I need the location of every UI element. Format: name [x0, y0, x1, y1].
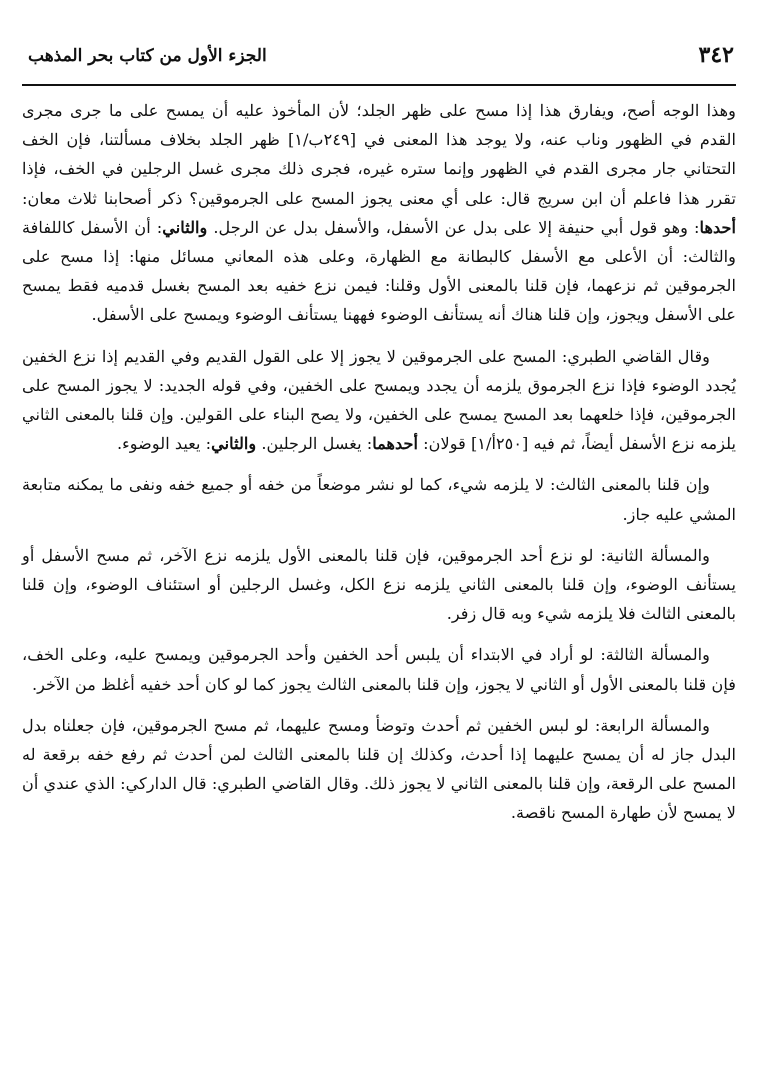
bold-term: أحدها [699, 217, 737, 237]
text-run: : يغسل الرجلين. [256, 434, 373, 454]
text-run: وهذا الوجه أصح، ويفارق هذا إذا مسح على ظهر الجلد؛ لأن المأخوذ عليه أن يمسح على ما جرى مجرى القدم في الظهور وناب عنه، ولا يوجد هذا المعنى في [٢٤٩ب/١] ظهر الجلد بخلاف مسألتنا، فإن الخف التحتاني جار مجرى القدم في الظهور وإنما ستره غيره، فجرى ذلك مجرى غسل الرجلين في الخف، فإذا تقرر هذا فاعلم أن ابن سريج قال: على أي معنى يجوز المسح على الجرموقين؟ ذكر أصحابنا ثلاث معان: [22, 101, 736, 208]
text-run: : يعيد الوضوء. [117, 434, 212, 454]
paragraph [22, 470, 736, 528]
document-page [22, 42, 736, 1072]
paragraph [22, 640, 736, 698]
text-run: : أن الأسفل كاللفافة والثالث: أن الأعلى مع الأسفل كالبطانة مع الظهارة، وعلى هذه المعاني مسائل منها: إذا مسح على الجرموقين ثم نزعهما، فإن قلنا بالمعنى الأول وقلنا: فيمن نزع خفيه بعد المسح بغسل قدميه فقط يمسح على الأسفل ويجوز، وإن قلنا هناك أنه يستأنف الوضوء فههنا يستأنف الوضوء ويمسح على الأسفل. [22, 217, 736, 325]
text-run: والمسألة الثالثة: لو أراد في الابتداء أن يلبس أحد الخفين وأحد الجرموقين ويمسح عليه، وعلى الخف، فإن قلنا بالمعنى الأول أو الثاني لا يجوز، وإن قلنا بالمعنى الثالث يجوز كما لو كان أحد خفيه أغلظ من الآخر. [22, 645, 736, 694]
text-run: والمسألة الرابعة: لو لبس الخفين ثم أحدث وتوضأ ومسح عليهما، ثم مسح الجرموقين، فإن جعلناه بدل البدل جاز له أن يمسح عليهما إذا أحدث، وكذلك إن قلنا بالمعنى الثالث لمن أحدث ثم رفع خفه برقعة له المسح على الرقعة، وإن قلنا بالمعنى الثاني لا يجوز ذلك. وقال القاضي الطبري: قال الداركي: الذي عندي أن لا يمسح لأن طهارة المسح ناقصة. [22, 715, 736, 823]
paragraph [22, 541, 736, 629]
body-text [22, 96, 736, 828]
text-run: وقال القاضي الطبري: المسح على الجرموقين لا يجوز إلا على القول القديم وفي القديم إذا نزع الخفين يُجدد الوضوء فإذا نزع الجرموق يلزمه أن يجدد ويمسح على الخفين، وفي قوله الجديد: لا يجوز المسح على الجرموقين، فإذا خلعهما بعد المسح يمسح على الخفين، ولا يصح البناء على القولين. وإن قلنا بالمعنى الثاني يلزمه نزع الأسفل أيضاً، ثم فيه [٢٥٠أ/١] قولان: [22, 346, 736, 454]
text-run: : وهو قول أبي حنيفة إلا على بدل عن الأسفل، والأسفل بدل عن الرجل. [207, 217, 700, 237]
text-run: والمسألة الثانية: لو نزع أحد الجرموقين، فإن قلنا بالمعنى الأول يلزمه نزع الآخر، ثم مسح الأسفل أو يستأنف الوضوء، وإن قلنا بالمعنى الثاني يلزمه نزع الكل، وغسل الرجلين أو استئناف الوضوء، وإن قلنا بالمعنى الثالث فلا يلزمه شيء وبه قال زفر. [22, 545, 736, 624]
bold-term: والثاني [211, 434, 257, 454]
paragraph [22, 96, 736, 330]
page-header [22, 42, 736, 86]
paragraph [22, 342, 736, 459]
paragraph [22, 711, 736, 828]
bold-term: والثاني [162, 217, 208, 237]
running-title: الجزء الأول من كتاب بحر المذهب [28, 46, 267, 66]
page-number: ٣٤٢ [698, 42, 734, 68]
bold-term: أحدهما [372, 434, 419, 454]
text-run: وإن قلنا بالمعنى الثالث: لا يلزمه شيء، كما لو نشر موضعاً من خفه أو جميع خفه ونفى ما يمكنه متابعة المشي عليه جاز. [22, 475, 736, 524]
